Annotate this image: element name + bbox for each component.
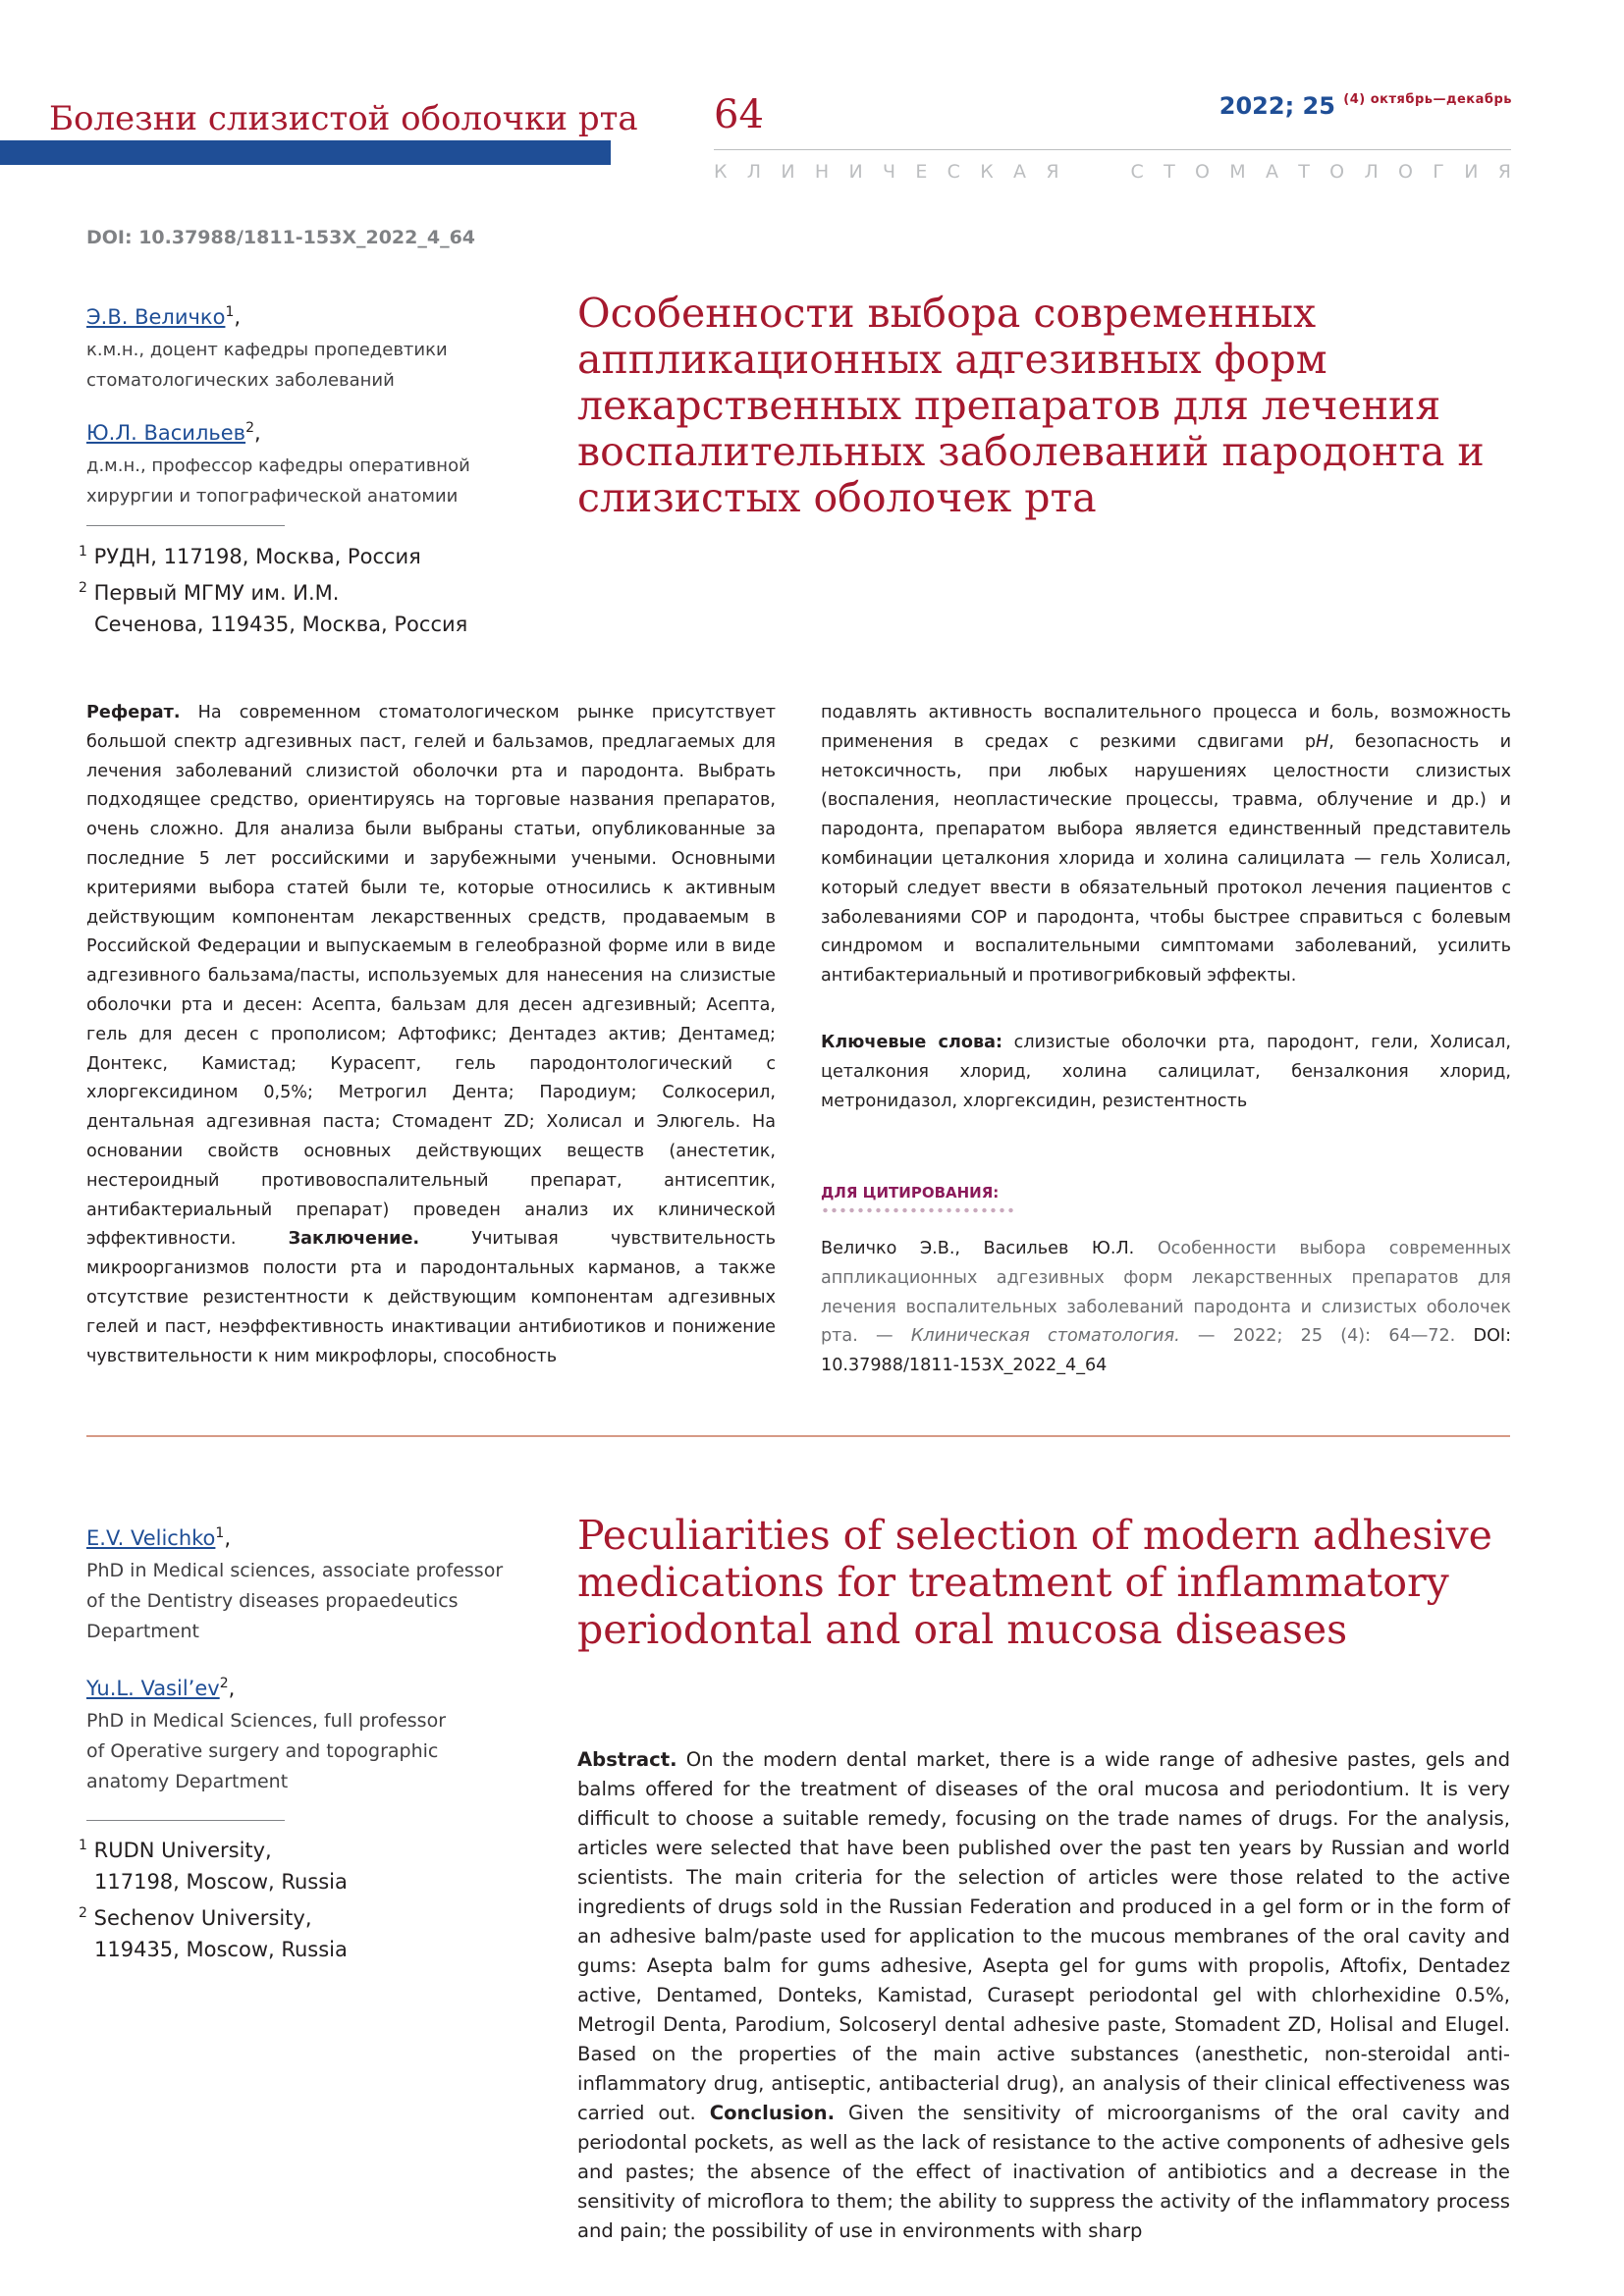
journal-name-letter: Т [1164, 161, 1175, 183]
ru-keywords-text: слизистые оболочки рта, пародонт, гели, Холисал, цеталкония хлорид, холина салицилат, бензалкония хлорид, метронидазол, хлоргексидин, резистентность [821, 1033, 1512, 1111]
journal-name-letter: Г [1433, 161, 1444, 183]
language-section-divider [86, 1435, 1510, 1437]
page-number: 64 [714, 92, 764, 137]
journal-name-letter: С [1130, 161, 1144, 183]
ru-article-title: Особенности выбора современных аппликационных адгезивных форм лекарственных препаратов для лечения воспалительных заболеваний пародонта и слизистых оболочек рта [577, 290, 1485, 521]
citation-title: Особенности выбора современных аппликационных адгезивных форм лекарственных препаратов для лечения воспалительных заболеваний пародонта и слизистых оболочек рта. — [821, 1239, 1511, 1347]
en-author-2-name[interactable]: Yu.L. Vasil’ev [86, 1677, 220, 1700]
journal-name-letter: Л [746, 161, 762, 183]
journal-name-letter: С [947, 161, 960, 183]
journal-name-letter [1079, 161, 1085, 183]
ru-author-1-sup: 1 [225, 304, 235, 320]
journal-name-letter: И [848, 161, 863, 183]
citation-text [821, 1235, 1511, 1381]
ru-author-2: Ю.Л. Васильев$^2$, д.м.н., профессор кафедры оперативной хирургии и топографической анатомии [86, 420, 470, 511]
ru-abstract-column-2 [821, 699, 1511, 991]
journal-name-letter: О [1195, 161, 1210, 183]
en-abstract-text-1: On the modern dental market, there is a wide range of adhesive pastes, gels and balms offered for the treatment of diseases of the oral mucosa and periodontium. It is very difficult to choose a suitable remedy, focusing on the trade names of drugs. For the analysis, articles were selected that have been published over the past ten years by Russian and world scientists. The main criteria for the selection of articles were those related to the active ingredients of drugs sold in the Russian Federation and produced in a gel form or in the form of an adhesive balm/paste used for application to the mucous membranes of the oral cavity and gums: Asepta balm for gums adhesive, Asepta gel for gums with propolis, Aftofix, Dentadez active, Dentamed, Donteks, Kamistad, Curasept periodontal gel with chlorhexidine 0.5%, Metrogil Denta, Parodium, Solcoseryl dental adhesive paste, Stomadent ZD, Holisal and Elugel. Based on the properties of the main active substances (anesthetic, non-steroidal anti-inflammatory drug, antiseptic, antibacterial drug), an analysis of their clinical effectiveness was carried out. [577, 1748, 1511, 2124]
en-affiliation-divider [86, 1820, 285, 1821]
citation-details: — 2022; 25 (4): 64—72. [1197, 1326, 1456, 1347]
en-author-2-affiliation: PhD in Medical Sciences, full professor of Operative surgery and topographic anatomy Department [86, 1710, 447, 1792]
journal-name-letter: Я [1046, 161, 1059, 183]
journal-name-letter: Ч [883, 161, 896, 183]
ru-abstract-text-1: На современном стоматологическом рынке присутствует большой спектр адгезивных паст, гелей и бальзамов, предлагаемых для лечения заболеваний слизистой оболочки рта и пародонта. Выбрать подходящее средство, ориентируясь на торговые названия препаратов, очень сложно. Для анализа были выбраны статьи, опубликованные за последние 5 лет российскими и зарубежными учеными. Основными критериями выбора статей были те, которые относились к активным действующим компонентам лекарственных средств, продаваемым в Российской Федерации и выпускаемым в гелеобразной форме или в виде адгезивного бальзама/пасты, используемых для нанесения на слизистые оболочки рта и десен: Асепта, бальзам для десен адгезивный; Асепта, гель для десен с прополисом; Афтофикс; Дентадез актив; Дентамед; Донтекс, Камистад; Курасепт, гель пародонтологический с хлоргексидином 0,5%; Метрогил Дента; Пародиум; Солкосерил, дентальная адгезивная паста; Стомадент ZD; Холисал и Элюгель. На основании свойств основных действующих веществ (анестетик, нестероидный противовоспалительный препарат, антисептик, антибактериальный препарат) проведен анализ их клинической эффективности. [86, 703, 777, 1250]
doi: DOI: 10.37988/1811-153X_2022_4_64 [86, 227, 476, 248]
journal-name [714, 161, 1511, 183]
ru-author-2-sup: 2 [245, 420, 254, 436]
ru-abstract-text-3a: подавлять активность воспалительного процесса и боль, возможность применения в средах с резкими сдвигами p [821, 703, 1511, 752]
en-author-2: Yu.L. $Vasil’ev^2$, PhD in Medical Sciences, full professor of Operative surgery and topographic anatomy Department [86, 1676, 446, 1797]
ru-author-1-name[interactable]: Э.В. Величко [86, 305, 226, 329]
journal-name-letter: К [714, 161, 728, 183]
en-author-1-sup: 1 [215, 1525, 225, 1541]
ru-keywords-label: Ключевые слова: [821, 1033, 1002, 1052]
journal-name-letter: А [1013, 161, 1027, 183]
journal-name-letter: М [1229, 161, 1246, 183]
ru-keywords [821, 1029, 1511, 1116]
header-divider [714, 149, 1511, 150]
journal-name-letter: А [1265, 161, 1278, 183]
journal-name-letter: Н [814, 161, 830, 183]
en-abstract-label: Abstract. [577, 1748, 677, 1771]
section-title-bar [0, 140, 611, 165]
en-conclusion-label: Conclusion. [709, 2102, 836, 2124]
journal-name-letter: К [980, 161, 994, 183]
journal-name-letter: О [1329, 161, 1345, 183]
journal-name-letter [1105, 161, 1110, 183]
ru-abstract-text-2: Учитывая чувствительность микроорганизмов полости рта и пародонтальных карманов, а также отсутствие резистентности к действующим компонентам адгезивных гелей и паст, неэффективность инактивации антибиотиков и понижение чувствительности к ним микрофлоры, способность [86, 1229, 777, 1366]
en-affiliations: $^1$ RUDN University, 117198, Moscow, Russia $^2$ Sechenov University, 119435, Moscow, Russia [79, 1838, 348, 1961]
en-abstract [577, 1745, 1510, 2246]
journal-name-letter: Л [1364, 161, 1379, 183]
en-abstract-text-2: Given the sensitivity of microorganisms of the oral cavity and periodontal pockets, as well as the lack of resistance to the active components of adhesive gels and pastes; the absence of the effect of inactivation of antibiotics and a decrease in the sensitivity of microflora to them; the ability to suppress the activity of the inflammatory process and pain; the possibility of use in environments with sharp [577, 2102, 1510, 2242]
citation-journal: Клиническая стоматология. [910, 1326, 1180, 1347]
journal-name-letter: И [1464, 161, 1479, 183]
ru-author-1-affiliation: к.м.н., доцент кафедры пропедевтики стоматологических заболеваний [86, 340, 448, 391]
en-author-2-sup: 2 [219, 1676, 229, 1691]
journal-name-letter: Я [1497, 161, 1511, 183]
ru-abstract-text-ph: H [1316, 731, 1329, 752]
en-author-1-affiliation: PhD in Medical sciences, associate professor of the Dentistry diseases propaedeutics Department [86, 1560, 504, 1642]
journal-name-letter: Т [1298, 161, 1310, 183]
ru-author-1: Э.В. Величко$^1$, к.м.н., доцент кафедры пропедевтики стоматологических заболеваний [86, 304, 448, 396]
citation-authors: Величко Э.В., Васильев Ю.Л. [821, 1239, 1135, 1258]
issue-info [1219, 92, 1512, 120]
issue-volume: 2022; 25 [1218, 92, 1335, 120]
journal-name-letter: И [781, 161, 795, 183]
ru-abstract-column-1 [86, 699, 776, 1371]
journal-name-letter: Е [915, 161, 928, 183]
ru-conclusion-label: Заключение. [288, 1229, 420, 1250]
ru-author-2-affiliation: д.м.н., профессор кафедры оперативной хирургии и топографической анатомии [86, 455, 470, 507]
ru-abstract-text-3b: , безопасность и нетоксичность, при любых нарушениях целостности слизистых (воспаления, неопластические процессы, травма, облучение и др.) и пародонта, препаратом выбора является единственный представитель комбинации цеталкония хлорида и холина салицилата — гель Холисал, который следует ввести в обязательный протокол лечения пациентов с заболеваниями СОР и пародонта, чтобы быстрее справиться с болевым синдромом и воспалительными симптомами заболеваний, усилить антибактериальный и противогрибковый эффекты. [821, 731, 1511, 987]
issue-period: (4) октябрь—декабрь [1343, 92, 1512, 107]
citation-dots [821, 1207, 1017, 1213]
en-author-1: E.V. Velichko$^1$, PhD in Medical sciences, associate professor of the Dentistry diseases propaedeutics Department [86, 1525, 503, 1647]
journal-name-letter: О [1398, 161, 1413, 183]
citation-label: ДЛЯ ЦИТИРОВАНИЯ: [821, 1184, 1000, 1201]
citation-doi: DOI: 10.37988/1811-153X_2022_4_64 [821, 1326, 1512, 1376]
ru-affiliations: $^1$ РУДН, 117198, Москва, Россия $^2$ Первый МГМУ им. И.М. Сеченова, 119435, Москва, Россия [79, 544, 468, 636]
ru-affiliation-divider [86, 525, 285, 526]
en-author-1-name[interactable]: E.V. Velichko [86, 1526, 216, 1550]
ru-author-2-name[interactable]: Ю.Л. Васильев [86, 421, 246, 445]
en-article-title: Peculiarities of selection of modern adhesive medications for treatment of inflammatory periodontal and oral mucosa diseases [577, 1512, 1492, 1653]
section-title: Болезни слизистой оболочки рта [49, 99, 638, 138]
ru-abstract-label: Реферат. [86, 703, 181, 722]
